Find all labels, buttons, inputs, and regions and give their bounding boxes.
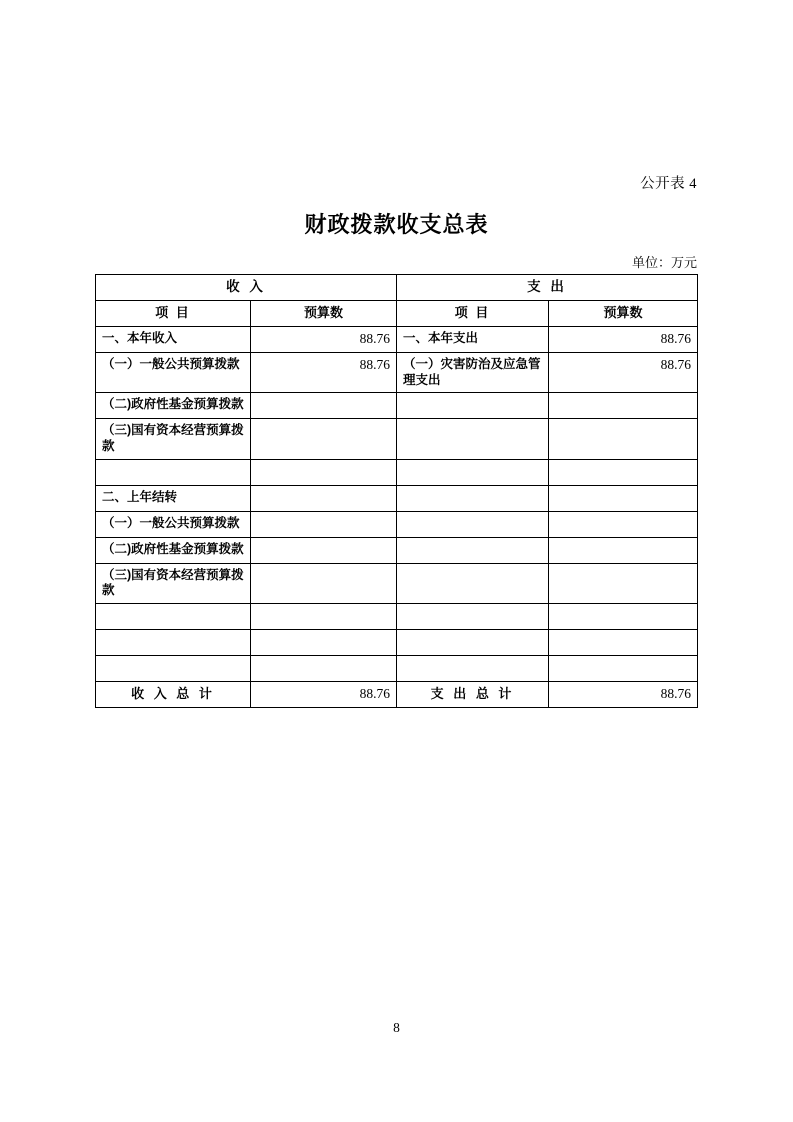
group-header-income: 收 入: [96, 275, 397, 301]
row-income-value: [251, 419, 397, 459]
row-income-value: [251, 393, 397, 419]
row-income-item: （二)政府性基金预算拨款: [96, 393, 251, 419]
row-expense-value: 88.76: [549, 353, 698, 393]
row-expense-item: [397, 655, 549, 681]
row-income-item: [96, 603, 251, 629]
row-expense-item: [397, 459, 549, 485]
row-expense-value: [549, 655, 698, 681]
row-expense-item: [397, 629, 549, 655]
row-income-item: （二)政府性基金预算拨款: [96, 537, 251, 563]
table-row: [96, 563, 698, 603]
row-expense-value: [549, 603, 698, 629]
row-expense-item: （一）灾害防治及应急管理支出: [397, 353, 549, 393]
row-income-value: [251, 655, 397, 681]
row-income-item: （一）一般公共预算拨款: [96, 511, 251, 537]
row-expense-item: [397, 563, 549, 603]
row-expense-item: [397, 511, 549, 537]
table-row: [96, 353, 698, 393]
row-income-value: [251, 511, 397, 537]
row-expense-value: [549, 537, 698, 563]
group-header-expense: 支 出: [397, 275, 698, 301]
total-income-label: 收 入 总 计: [96, 681, 251, 707]
column-header-expense-budget: 预算数: [549, 301, 698, 327]
row-income-value: [251, 459, 397, 485]
table-column-header-row: [96, 301, 698, 327]
row-expense-value: [549, 393, 698, 419]
row-income-value: [251, 485, 397, 511]
row-income-item: 一、本年收入: [96, 327, 251, 353]
column-header-income-item: 项 目: [96, 301, 251, 327]
row-income-item: （一）一般公共预算拨款: [96, 353, 251, 393]
row-income-item: [96, 655, 251, 681]
table-row: [96, 393, 698, 419]
sheet-label: 公开表 4: [640, 176, 697, 192]
table-total-row: [96, 681, 698, 707]
total-expense-value: 88.76: [549, 681, 698, 707]
table-row: [96, 511, 698, 537]
row-income-value: [251, 563, 397, 603]
row-income-item: （三)国有资本经营预算拨款: [96, 563, 251, 603]
row-income-value: [251, 629, 397, 655]
row-income-value: 88.76: [251, 327, 397, 353]
table-row: [96, 655, 698, 681]
row-expense-value: [549, 459, 698, 485]
row-income-item: [96, 459, 251, 485]
row-expense-item: 一、本年支出: [397, 327, 549, 353]
page-number: 8: [393, 1020, 400, 1035]
row-expense-value: [549, 563, 698, 603]
row-expense-item: [397, 537, 549, 563]
row-expense-value: [549, 629, 698, 655]
table-row: [96, 419, 698, 459]
row-expense-value: [549, 485, 698, 511]
row-income-value: [251, 603, 397, 629]
row-expense-value: [549, 511, 698, 537]
row-expense-item: [397, 603, 549, 629]
row-expense-item: [397, 485, 549, 511]
table-row: [96, 603, 698, 629]
page-title: 财政拨款收支总表: [304, 212, 489, 237]
table-row: [96, 459, 698, 485]
row-expense-value: [549, 419, 698, 459]
unit-label: 单位：万元: [631, 255, 697, 270]
table-row: [96, 537, 698, 563]
table-group-header-row: [96, 275, 698, 301]
row-expense-item: [397, 393, 549, 419]
table-row: [96, 629, 698, 655]
row-income-item: 二、上年结转: [96, 485, 251, 511]
table-row: [96, 485, 698, 511]
row-expense-item: [397, 419, 549, 459]
budget-table: [95, 274, 698, 708]
column-header-expense-item: 项 目: [397, 301, 549, 327]
column-header-income-budget: 预算数: [251, 301, 397, 327]
table-row: [96, 327, 698, 353]
row-expense-value: 88.76: [549, 327, 698, 353]
total-expense-label: 支 出 总 计: [397, 681, 549, 707]
row-income-value: [251, 537, 397, 563]
row-income-value: 88.76: [251, 353, 397, 393]
row-income-item: （三)国有资本经营预算拨款: [96, 419, 251, 459]
total-income-value: 88.76: [251, 681, 397, 707]
row-income-item: [96, 629, 251, 655]
